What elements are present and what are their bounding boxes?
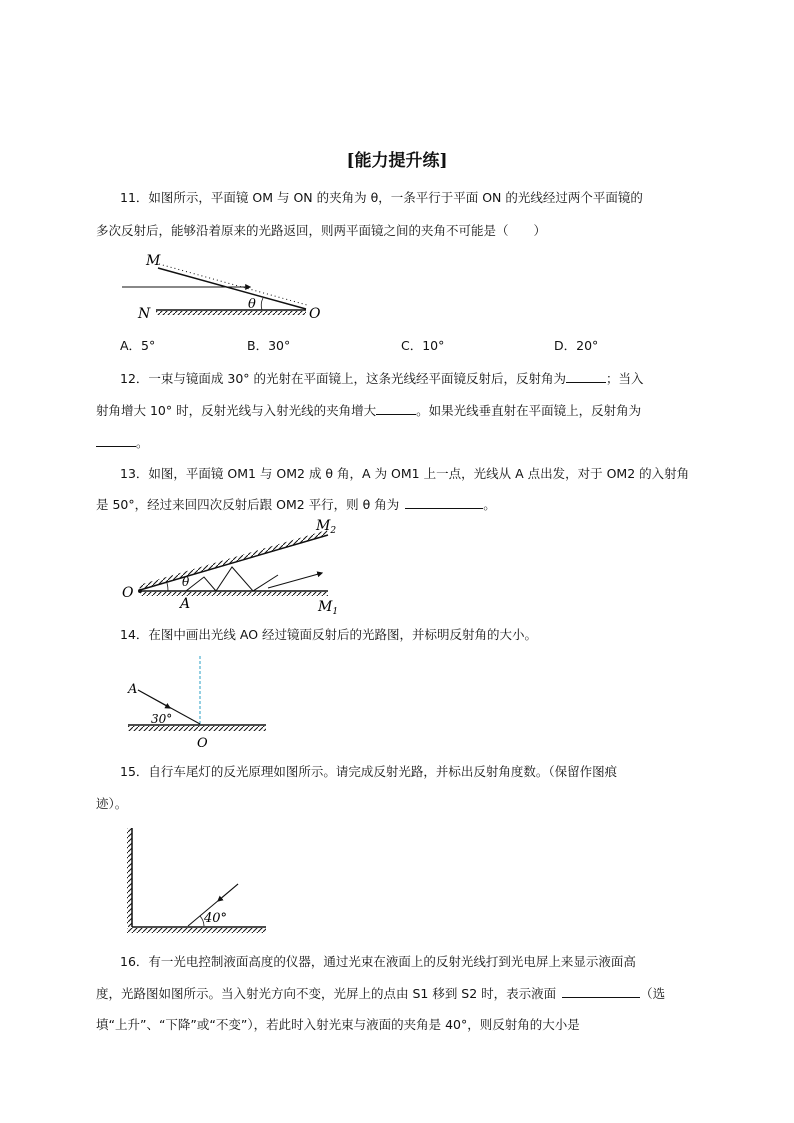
q12-blank-3[interactable] <box>96 434 136 447</box>
q14-label-angle: 30° <box>151 712 173 726</box>
q12-text-3b: 。 <box>136 435 149 450</box>
q13-label-m1: $M_1$ <box>318 599 339 615</box>
q15-figure <box>118 822 288 940</box>
q13-figure <box>118 515 358 615</box>
q12-line-1 <box>120 369 644 387</box>
q11-option-a: A．5° <box>120 338 156 353</box>
q11-figure <box>110 248 340 328</box>
q12-text-2a: 射角增大 10° 时，反射光线与入射光线的夹角增大 <box>96 403 377 418</box>
q15-line-1: 15．自行车尾灯的反光原理如图所示。请完成反射光路，并标出反射角度数。（保留作图痕 <box>120 764 618 779</box>
q13-line-2 <box>96 495 496 513</box>
q11-label-o: O <box>309 306 321 322</box>
q12-blank-2[interactable] <box>376 402 416 415</box>
q11-option-b: B．30° <box>247 338 291 353</box>
q12-blank-1[interactable] <box>566 370 606 383</box>
q14-figure <box>118 652 288 752</box>
q11-label-theta: θ <box>248 297 256 312</box>
q12-text-1a: 12．一束与镜面成 30° 的光射在平面镜上，这条光线经平面镜反射后，反射角为 <box>120 371 567 386</box>
section-title: [能力提升练] <box>346 151 448 171</box>
q12-text-1b: ；当入 <box>606 371 644 386</box>
q13-text-2b: 。 <box>483 497 496 512</box>
q15-line-2: 迹）。 <box>96 796 128 811</box>
q11-label-m: M <box>146 253 161 269</box>
q15-label-angle: 40° <box>204 911 228 926</box>
q16-line-2 <box>96 984 665 1002</box>
q16-line-1: 16．有一光电控制液面高度的仪器，通过光束在液面上的反射光线打到光电屏上来显示液面高 <box>120 954 636 969</box>
q13-line-1: 13．如图，平面镜 OM1 与 OM2 成 θ 角，A 为 OM1 上一点，光线从 A 点出发，对于 OM2 的入射角 <box>120 466 690 481</box>
q11-option-c: C．10° <box>401 338 445 353</box>
q16-text-2b: （选 <box>640 986 666 1001</box>
q11-line-1: 11．如图所示，平面镜 OM 与 ON 的夹角为 θ，一条平行于平面 ON 的光线经过两个平面镜的 <box>120 190 643 205</box>
q13-text-2a: 是 50°，经过来回四次反射后跟 OM2 平行，则 θ 角为 <box>96 497 400 512</box>
q11-option-d: D．20° <box>554 338 599 353</box>
q14-label-a: A <box>128 682 138 697</box>
q13-label-theta: θ <box>182 575 190 589</box>
q12-line-2 <box>96 401 641 419</box>
q11-label-n: N <box>138 306 151 322</box>
q13-label-o: O <box>122 585 134 601</box>
q12-line-3 <box>96 433 149 451</box>
q14-label-o: O <box>197 736 208 751</box>
q14-line-1: 14．在图中画出光线 AO 经过镜面反射后的光路图，并标明反射角的大小。 <box>120 627 538 642</box>
q16-line-3: 填“上升”、“下降”或“不变”），若此时入射光束与液面的夹角是 40°，则反射角的大小是 <box>96 1017 580 1032</box>
q16-text-2a: 度，光路图如图所示。当入射光方向不变，光屏上的点由 S1 移到 S2 时，表示液面 <box>96 986 557 1001</box>
q13-label-a: A <box>180 596 191 612</box>
q13-blank[interactable] <box>405 496 483 509</box>
q13-label-m2: $M_2$ <box>316 518 337 536</box>
q16-blank[interactable] <box>562 985 640 998</box>
q12-text-2b: 。如果光线垂直射在平面镜上，反射角为 <box>416 403 642 418</box>
q11-line-2: 多次反射后，能够沿着原来的光路返回，则两平面镜之间的夹角不可能是（ ） <box>96 223 547 238</box>
